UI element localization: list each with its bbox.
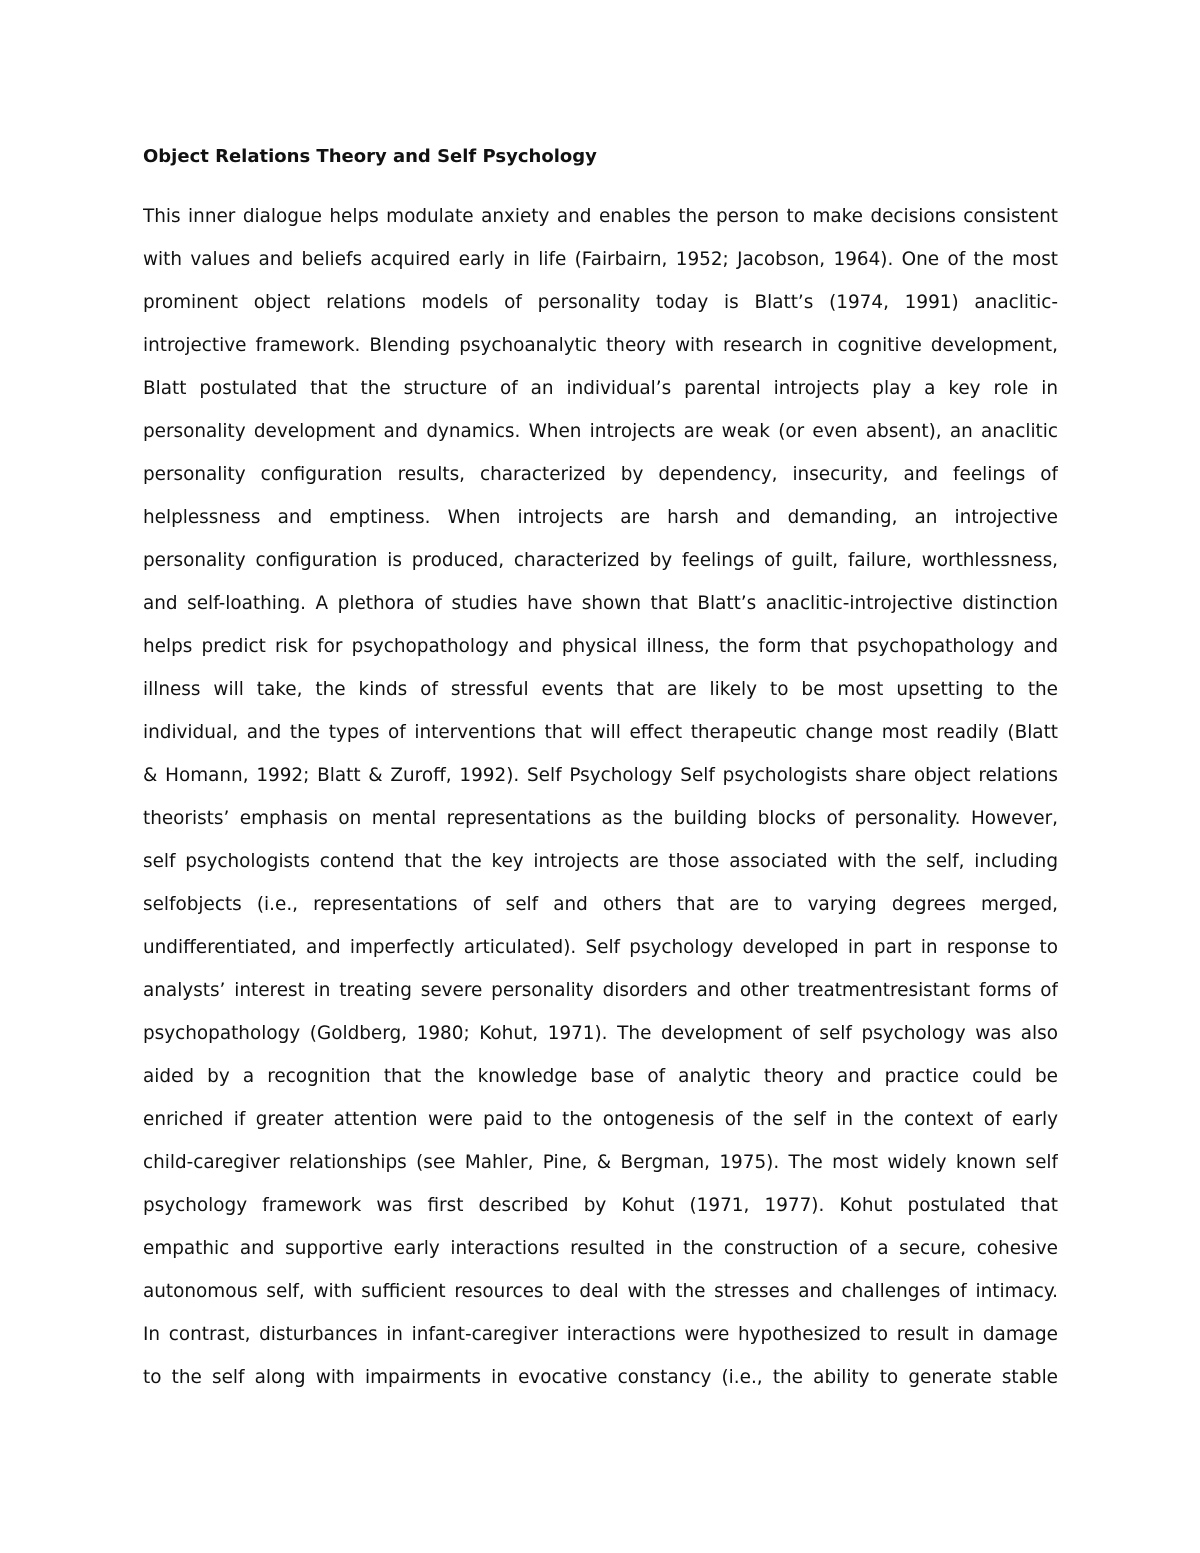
- body-line: to the self along with impairments in evocative constancy (i.e., the ability to generate stable: [143, 1367, 1058, 1388]
- body-line: aided by a recognition that the knowledge base of analytic theory and practice could be: [143, 1066, 1058, 1087]
- body-line: In contrast, disturbances in infant-caregiver interactions were hypothesized to result in damage: [143, 1324, 1058, 1345]
- body-line: helplessness and emptiness. When introjects are harsh and demanding, an introjective: [143, 507, 1058, 528]
- body-line: psychopathology (Goldberg, 1980; Kohut, 1971). The development of self psychology was also: [143, 1023, 1058, 1044]
- body-line: theorists’ emphasis on mental representations as the building blocks of personality. However,: [143, 808, 1058, 829]
- body-line: self psychologists contend that the key introjects are those associated with the self, including: [143, 851, 1058, 872]
- body-line: personality development and dynamics. When introjects are weak (or even absent), an anaclitic: [143, 421, 1058, 442]
- body-line: illness will take, the kinds of stressful events that are likely to be most upsetting to the: [143, 679, 1058, 700]
- body-line: introjective framework. Blending psychoanalytic theory with research in cognitive development,: [143, 335, 1058, 356]
- body-line: personality configuration is produced, characterized by feelings of guilt, failure, worthlessness,: [143, 550, 1058, 571]
- body-line: analysts’ interest in treating severe personality disorders and other treatmentresistant forms of: [143, 980, 1058, 1001]
- body-line: Blatt postulated that the structure of an individual’s parental introjects play a key role in: [143, 378, 1058, 399]
- body-line: This inner dialogue helps modulate anxiety and enables the person to make decisions consistent: [143, 206, 1058, 227]
- body-line: empathic and supportive early interactions resulted in the construction of a secure, cohesive: [143, 1238, 1058, 1259]
- body-line: prominent object relations models of personality today is Blatt’s (1974, 1991) anaclitic-: [143, 292, 1058, 313]
- body-line: personality configuration results, characterized by dependency, insecurity, and feelings of: [143, 464, 1058, 485]
- body-line: selfobjects (i.e., representations of self and others that are to varying degrees merged,: [143, 894, 1058, 915]
- body-line: autonomous self, with sufficient resources to deal with the stresses and challenges of intimacy.: [143, 1281, 1058, 1302]
- body-line: and self-loathing. A plethora of studies have shown that Blatt’s anaclitic-introjective distinction: [143, 593, 1058, 614]
- body-line: & Homann, 1992; Blatt & Zuroff, 1992). Self Psychology Self psychologists share object relations: [143, 765, 1058, 786]
- body-line: enriched if greater attention were paid to the ontogenesis of the self in the context of early: [143, 1109, 1058, 1130]
- body-line: individual, and the types of interventions that will effect therapeutic change most readily (Blatt: [143, 722, 1058, 743]
- body-line: with values and beliefs acquired early in life (Fairbairn, 1952; Jacobson, 1964). One of the most: [143, 249, 1058, 270]
- body-line: helps predict risk for psychopathology and physical illness, the form that psychopathology and: [143, 636, 1058, 657]
- body-line: psychology framework was first described by Kohut (1971, 1977). Kohut postulated that: [143, 1195, 1058, 1216]
- body-line: undifferentiated, and imperfectly articulated). Self psychology developed in part in response to: [143, 937, 1058, 958]
- body-paragraph: [143, 200, 1058, 1404]
- body-line: child-caregiver relationships (see Mahler, Pine, & Bergman, 1975). The most widely known self: [143, 1152, 1058, 1173]
- document-title: Object Relations Theory and Self Psychology: [143, 146, 597, 167]
